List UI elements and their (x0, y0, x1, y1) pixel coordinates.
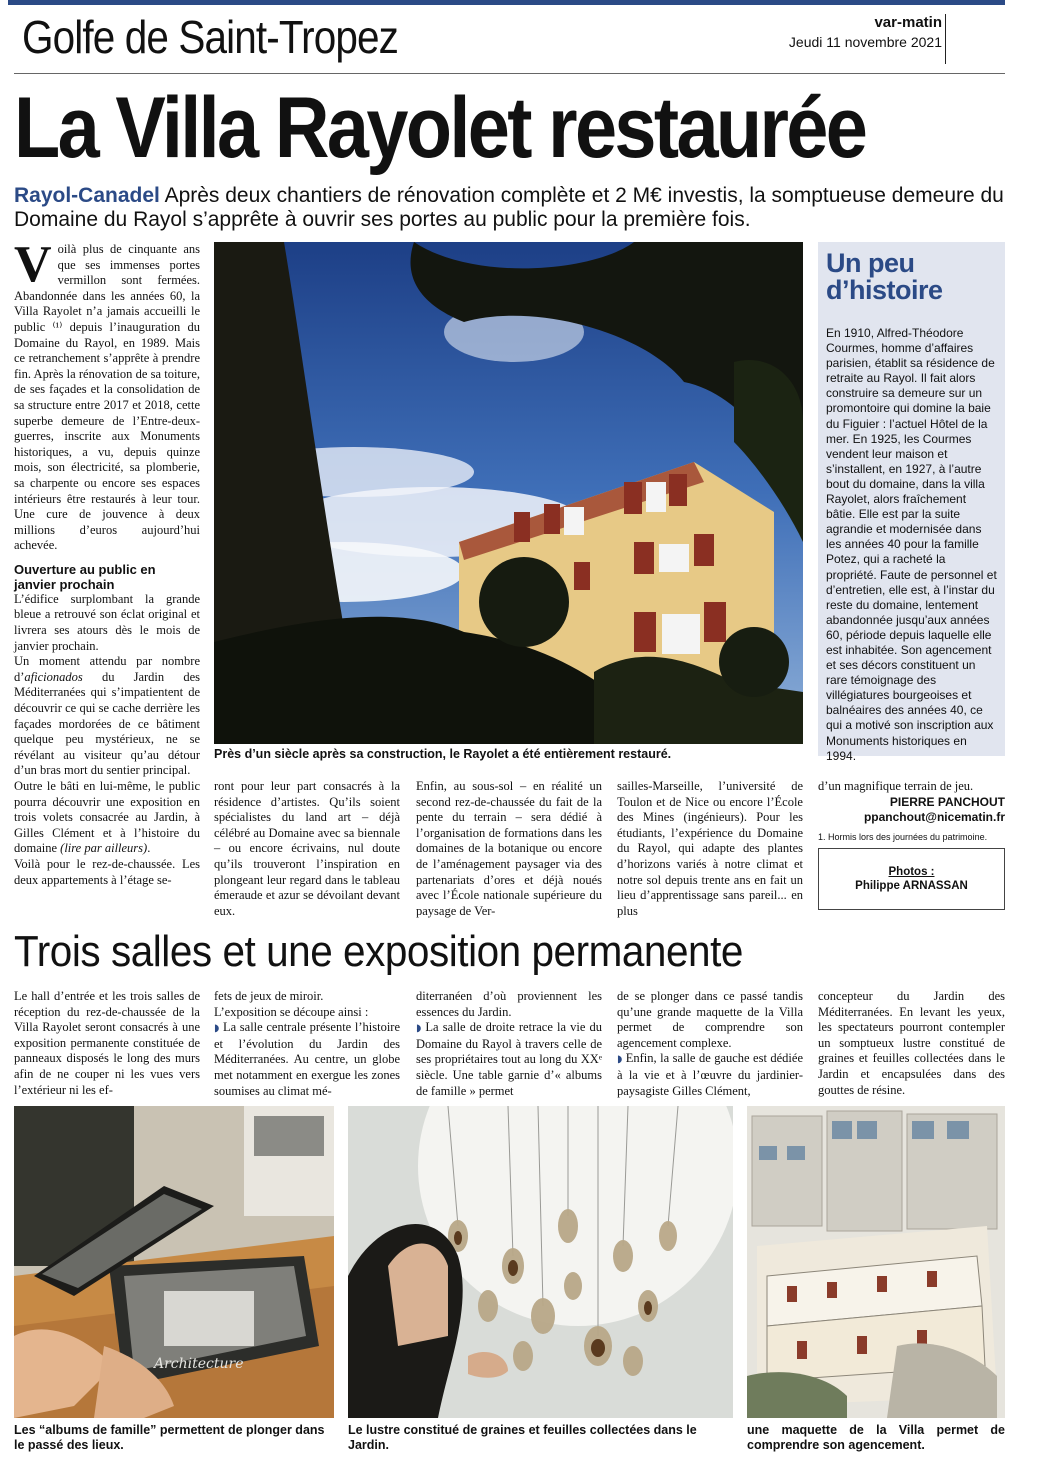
chandelier-caption: Le lustre constitué de graines et feuilles collectées dans le Jardin. (348, 1423, 697, 1452)
dateline-location: Rayol-Canadel (14, 184, 160, 207)
bullet-icon: ◗ (214, 1023, 220, 1035)
paragraph: oilà plus de cinquante ans que ses immenses portes vermillon sont fermées. Abandonnée dans les années 60, la Villa Rayolet n’a jamais accueilli le public ⁽¹⁾ depuis l’inauguration du Domaine du Rayol, en 1989. Mais ce retranchement s’apprête à prendre fin. Après la rénovation de sa toiture, de ses façades et la consolidation de sa structure entre 2017 et 2018, cette superbe demeure de l’Entre-deux-guerres, inscrite aux Monuments historiques, a vu, depuis quinze mois, son électricité, sa plomberie, sa charpente ou encore ses espaces intérieurs être restaurés à leur tour. Une cure de jouvence à deux millions d’euros aujourd’hui achevée. (14, 242, 200, 553)
albums-caption: Les “albums de famille” permettent de plonger dans le passé des lieux. (14, 1423, 325, 1452)
article-column-2: ront pour leur part consacrés à la résidence d’artistes. Qu’ils soient spécialistes du land art – déjà célébré au Domaine avec sa biennale – ou encore écrivains, nul doute qu’ils trouveront l’inspiration en plongeant leur regard dans le tableau émeraude et azur se dévoilant devant eux. (214, 779, 400, 918)
villa-photo-caption: Près d’un siècle après sa construction, le Rayolet a été entièrement restauré. (214, 747, 672, 761)
bullet-icon: ◗ (416, 1023, 422, 1035)
subheading: Ouverture au public en janvier prochain (14, 561, 156, 592)
second-column-2: fets de jeux de miroir. L’exposition se découpe ainsi : ◗ La salle centrale présente l’histoire et l’évolution du Jardin des Méditerranées. Au centre, un globe met notamment en exergue les zones soumises au climat mé- (214, 989, 401, 1098)
footnote: 1. Hormis lors des journées du patrimoine. (818, 831, 988, 842)
article-column-4: sailles-Marseille, l’université de Toulon et de Nice ou encore l’École des Mines (ingénieurs). Pour les étudiants, l’expérience du Domaine du Rayol, qui adapte des plantes d’horizons variés à notre climat et notre sol depuis trente ans en fait un lieu d’apprentissage sans pareil... en plus (617, 779, 803, 918)
section-rubric: Golfe de Saint-Tropez (22, 11, 399, 63)
article-column-5: d’un magnifique terrain de jeu. PIERRE PANCHOUT ppanchout@nicematin.fr 1. Hormis lors des journées du patrimoine. (818, 779, 1005, 845)
photo-credit-box (818, 848, 1005, 910)
model-photo (747, 1106, 1005, 1418)
author-name: PIERRE PANCHOUT (889, 794, 1005, 809)
chandelier-photo (348, 1106, 733, 1418)
issue-date: Jeudi 11 novembre 2021 (788, 34, 942, 50)
paragraph: Outre le bâti en lui-même, le public pourra découvrir une exposition en trois volets consacrée au Jardin, à Gilles Clément et à l’histoire du domaine (lire par ailleurs). (14, 779, 200, 856)
article-column-3: Enfin, au sous-sol – en réalité un second rez-de-chaussée du fait de la pente du terrain – sera dédié à l’organisation de formations dans les domaines de la botanique ou encore de l’aménagement paysager via des partenariats d’ores et déjà noués avec l’École nationale supérieure du paysage de Ver- (416, 779, 602, 918)
header-rule (14, 73, 1005, 74)
article-column-1 (14, 236, 200, 888)
bullet-icon: ◗ (617, 1054, 623, 1066)
lede-text: Après deux chantiers de rénovation complète et 2 M€ investis, la somptueuse demeure du Domaine du Rayol s’apprête à ouvrir ses portes au public pour la première fois. (14, 184, 1004, 231)
albums-photo (14, 1106, 334, 1418)
drop-cap: V (14, 236, 52, 293)
villa-photo (214, 242, 803, 744)
masthead-divider (945, 14, 946, 64)
paper-name: var-matin (874, 14, 942, 31)
paragraph: L’édifice surplombant la grande bleue a retrouvé son éclat original et livrera ses atours dès le mois de janvier prochain. (14, 591, 200, 653)
author-email[interactable]: ppanchout@nicematin.fr (863, 810, 1005, 825)
photo-credit-name: Philippe ARNASSAN (855, 880, 968, 892)
top-color-bar (8, 0, 1005, 5)
paragraph: Un moment attendu par nombre d’aficionados du Jardin des Méditerranées qui s’impatientent de découvrir ce qui se cache derrière les façades mordorées de ce bâtiment quelque peu mystérieux, ne se révélant au visiteur qu’au détour d’un bras mort du sentier principal. (14, 654, 200, 778)
masthead (789, 14, 942, 50)
second-headline: Trois salles et une exposition permanente (14, 927, 743, 976)
paragraph: Voilà pour le rez-de-chaussée. Les deux appartements à l’étage se- (14, 856, 200, 887)
sidebar-text: En 1910, Alfred-Théodore Courmes, homme d’affaires parisien, établit sa résidence de retraite au Rayol. Il fait alors construire sa demeure sur un promontoire qui domine la baie du Figuier : l’actuel Hôtel de la mer. En 1925, les Courmes vendent leur maison et s’installent, en 1927, à l’autre bout du domaine, dans la villa Rayolet, alors fraîchement bâtie. Elle est par la suite agrandie et modernisée dans les années 40 pour la famille Potez, qui a racheté la propriété. Faute de personnel et d’entretien, elle est, à l’instar du reste du domaine, lentement abandonnée jusqu’aux années 60, période depuis laquelle elle est inhabitée. Son agencement et ses décors constituent un rare témoignage des villégiatures bourgeoises et balnéaires des années 40, ce qui a motivé son inscription aux Monuments historiques en 1994. (826, 326, 997, 763)
photo-credit-label: Photos : (888, 866, 935, 878)
second-column-1: Le hall d’entrée et les trois salles de réception du rez-de-chaussée de la Villa Rayolet seront consacrés à une exposition permanente constituée de panneaux disposés le long des murs afin de ne couper ni les vues vers l’extérieur ni les ef- (14, 989, 200, 1097)
history-sidebar (818, 242, 1005, 763)
album-cover-title: Architecture (154, 1356, 244, 1372)
model-caption: une maquette de la Villa permet de comprendre son agencement. (747, 1423, 1005, 1452)
sidebar-title: Un peu d’histoire (826, 248, 943, 305)
second-column-4: de se plonger dans ce passé tandis qu’une grande maquette de la Villa permet de comprendre son agencement complexe. ◗ Enfin, la salle de gauche est dédiée à la vie et à l’œuvre du jardinier-paysagiste Gilles Clément, (617, 989, 804, 1098)
second-column-5: concepteur du Jardin des Méditerranées. En levant les yeux, les spectateurs pourront contempler un somptueux lustre constitué de graines et feuilles collectées dans le Jardin et encapsulées dans des gouttes de résine. (818, 989, 1005, 1097)
second-column-3: diterranéen d’où proviennent les essences du Jardin. ◗ La salle de droite retrace la vie du Domaine du Rayol à travers celle de ses propriétaires tout au long du XXᵉ siècle. Une table garnie d’« albums de famille » permet (416, 989, 603, 1098)
headline: La Villa Rayolet restaurée (14, 80, 866, 176)
lede (14, 184, 1009, 232)
